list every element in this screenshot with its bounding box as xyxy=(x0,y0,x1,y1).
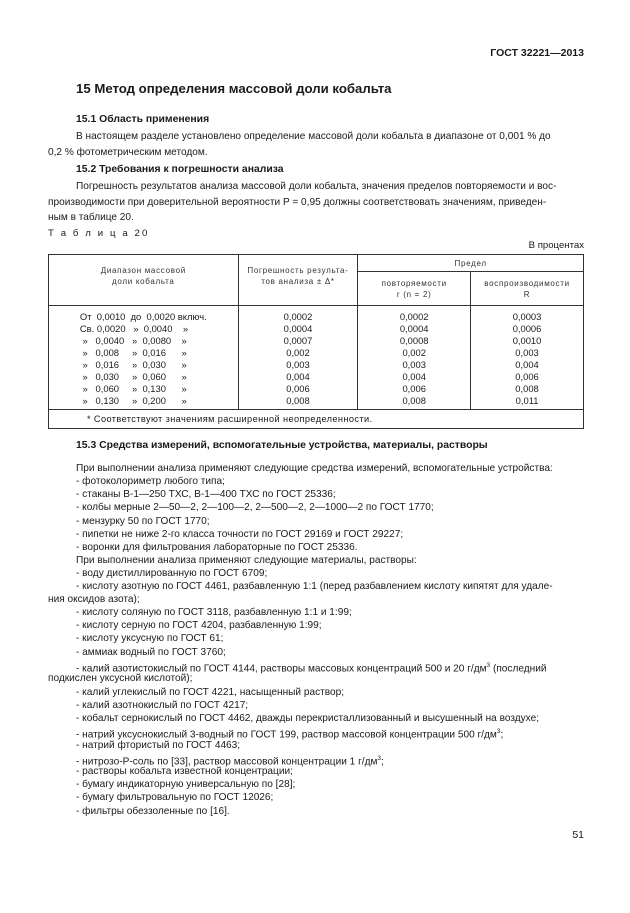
range-cell: » 0,030 » 0,060 » xyxy=(79,371,187,382)
list-item-text: ; xyxy=(500,729,504,741)
table-footnote: * Соответствуют значениям расширенной неопределенности. xyxy=(49,410,584,429)
col-header-range: Диапазон массовой доли кобальта xyxy=(49,255,239,306)
list-item: - пипетки не ниже 2-го класса точности по ГОСТ 29169 и ГОСТ 29227; xyxy=(76,528,404,540)
list-item: - калий азотнокислый по ГОСТ 4217; xyxy=(76,700,249,712)
table-units: В процентах xyxy=(528,240,584,251)
list-item: - кобальт сернокислый по ГОСТ 4462, дважды перекристаллизованный и высушенный на воздухе; xyxy=(76,713,540,725)
error-cell: 0,002 xyxy=(286,347,310,358)
cell-ranges xyxy=(49,306,239,410)
subsection-15-3-title: 15.3 Средства измерений, вспомогательные устройства, материалы, растворы xyxy=(76,440,488,451)
error-cell: 0,006 xyxy=(286,383,310,394)
reproducibility-cell: 0,004 xyxy=(515,359,539,370)
list-item: - кислоту уксусную по ГОСТ 61; xyxy=(76,633,224,645)
section-title: 15 Метод определения массовой доли кобальта xyxy=(76,81,392,96)
col-header-line: R xyxy=(523,290,531,299)
list-item: - бумагу фильтровальную по ГОСТ 12026; xyxy=(76,792,274,804)
list-item: - кислоту азотную по ГОСТ 4461, разбавленную 1:1 (перед разбавлением кислоту кипятят для удале- xyxy=(76,581,553,592)
text-line: производимости при доверительной вероятности P = 0,95 должны соответствовать значениям, приведен- xyxy=(48,196,547,208)
error-cell: 0,0002 xyxy=(283,311,313,322)
list-item-text: - нитрозо-Р-соль по [33], раствор массовой концентрации 1 г/дм xyxy=(76,756,378,768)
col-header-repeatability xyxy=(358,272,471,306)
error-cell: 0,0004 xyxy=(283,323,313,334)
repeatability-cell: 0,006 xyxy=(402,383,426,394)
list-item: - растворы кобальта известной концентрации; xyxy=(76,766,293,777)
list-item: - фильтры обеззоленные по [16]. xyxy=(76,805,230,817)
col-header-line: повторяемости xyxy=(381,279,447,288)
col-header-line: воспроизводимости xyxy=(484,279,570,288)
col-header-line: r (n = 2) xyxy=(396,290,432,299)
repeatability-cell: 0,0008 xyxy=(399,335,429,346)
list-item: - натрий фтористый по ГОСТ 4463; xyxy=(76,740,241,751)
list-item: - воду дистиллированную по ГОСТ 6709; xyxy=(76,568,268,579)
range-cell: Св. 0,0020 » 0,0040 » xyxy=(79,323,189,334)
text-line: 0,2 % фотометрическим методом. xyxy=(48,146,208,158)
reproducibility-cell: 0,008 xyxy=(515,383,539,394)
page-number: 51 xyxy=(572,829,584,841)
cell-repeatability xyxy=(358,306,471,410)
text-line: В настоящем разделе установлено определение массовой доли кобальта в диапазоне от 0,001 % до xyxy=(76,131,551,142)
superscript: 3 xyxy=(377,755,382,762)
subsection-15-2-title: 15.2 Требования к погрешности анализа xyxy=(76,164,284,175)
error-cell: 0,0007 xyxy=(283,335,313,346)
text-line: ным в таблице 20. xyxy=(48,212,134,223)
list-intro: При выполнении анализа применяют следующие материалы, растворы: xyxy=(76,555,417,566)
range-cell: » 0,016 » 0,030 » xyxy=(79,359,187,370)
repeatability-cell: 0,002 xyxy=(402,347,426,358)
list-item: - стаканы В-1—250 ТХС, В-1—400 ТХС по ГОСТ 25336; xyxy=(76,489,336,501)
reproducibility-cell: 0,0010 xyxy=(512,335,542,346)
range-cell: От 0,0010 до 0,0020 включ. xyxy=(79,311,207,322)
list-item: - кислоту соляную по ГОСТ 3118, разбавленную 1:1 и 1:99; xyxy=(76,607,352,618)
list-item-text: - натрий уксуснокислый 3-водный по ГОСТ 199, раствор массовой концентрации 500 г/дм xyxy=(76,729,497,741)
repeatability-cell: 0,0002 xyxy=(399,311,429,322)
superscript: 3 xyxy=(486,662,491,669)
cell-error xyxy=(238,306,358,410)
list-item: - фотоколориметр любого типа; xyxy=(76,476,225,487)
list-item: - кислоту серную по ГОСТ 4204, разбавленную 1:99; xyxy=(76,620,322,632)
list-item: - колбы мерные 2—50—2, 2—100—2, 2—500—2, 2—1000—2 по ГОСТ 1770; xyxy=(76,502,434,514)
col-header-reproducibility xyxy=(471,272,584,306)
subsection-15-1-text xyxy=(48,129,584,160)
cell-reproducibility xyxy=(471,306,584,410)
subsection-15-2-text xyxy=(48,179,584,226)
range-cell: » 0,060 » 0,130 » xyxy=(79,383,187,394)
repeatability-cell: 0,003 xyxy=(402,359,426,370)
text-line: Погрешность результатов анализа массовой доли кобальта, значения пределов повторяемости и вос- xyxy=(76,181,557,192)
reproducibility-cell: 0,0006 xyxy=(512,323,542,334)
superscript: 3 xyxy=(496,728,501,735)
repeatability-cell: 0,004 xyxy=(402,371,426,382)
list-item: - бумагу индикаторную универсальную по [28]; xyxy=(76,779,296,791)
table-20 xyxy=(48,254,584,429)
list-item: - аммиак водный по ГОСТ 3760; xyxy=(76,646,226,658)
col-header-error-line: тов анализа ± Δ* xyxy=(261,277,335,286)
range-cell: » 0,0040 » 0,0080 » xyxy=(79,335,187,346)
range-cell: » 0,008 » 0,016 » xyxy=(79,347,187,358)
list-item: - калий углекислый по ГОСТ 4221, насыщенный раствор; xyxy=(76,687,345,698)
col-header-error xyxy=(238,255,358,306)
reproducibility-cell: 0,011 xyxy=(515,395,539,406)
col-header-limit: Предел xyxy=(358,255,584,272)
error-cell: 0,003 xyxy=(286,359,310,370)
col-header-error-line: Погрешность результа- xyxy=(247,266,349,275)
table-caption: Т а б л и ц а 20 xyxy=(48,228,150,239)
reproducibility-cell: 0,0003 xyxy=(512,311,542,322)
reproducibility-cell: 0,003 xyxy=(515,347,539,358)
list-item: - воронки для фильтрования лабораторные по ГОСТ 25336. xyxy=(76,542,358,553)
list-item-text: - калий азотистокислый по ГОСТ 4144, растворы массовых концентраций 500 и 20 г/дм xyxy=(76,663,487,675)
list-item-text: (последний xyxy=(490,663,547,675)
list-item-continuation: подкислен уксусной кислотой); xyxy=(48,673,193,684)
list-intro: При выполнении анализа применяют следующие средства измерений, вспомогательные устройства: xyxy=(76,463,553,474)
list-item-continuation: ния оксидов азота); xyxy=(48,594,140,605)
list-item-text: ; xyxy=(381,756,384,768)
list-item: - мензурку 50 по ГОСТ 1770; xyxy=(76,515,210,527)
repeatability-cell: 0,0004 xyxy=(399,323,429,334)
subsection-15-1-title: 15.1 Область применения xyxy=(76,114,210,125)
document-id: ГОСТ 32221—2013 xyxy=(490,47,584,59)
reproducibility-cell: 0,006 xyxy=(515,371,539,382)
range-cell: » 0,130 » 0,200 » xyxy=(79,395,187,406)
repeatability-cell: 0,008 xyxy=(402,395,426,406)
error-cell: 0,004 xyxy=(286,371,310,382)
error-cell: 0,008 xyxy=(286,395,310,406)
